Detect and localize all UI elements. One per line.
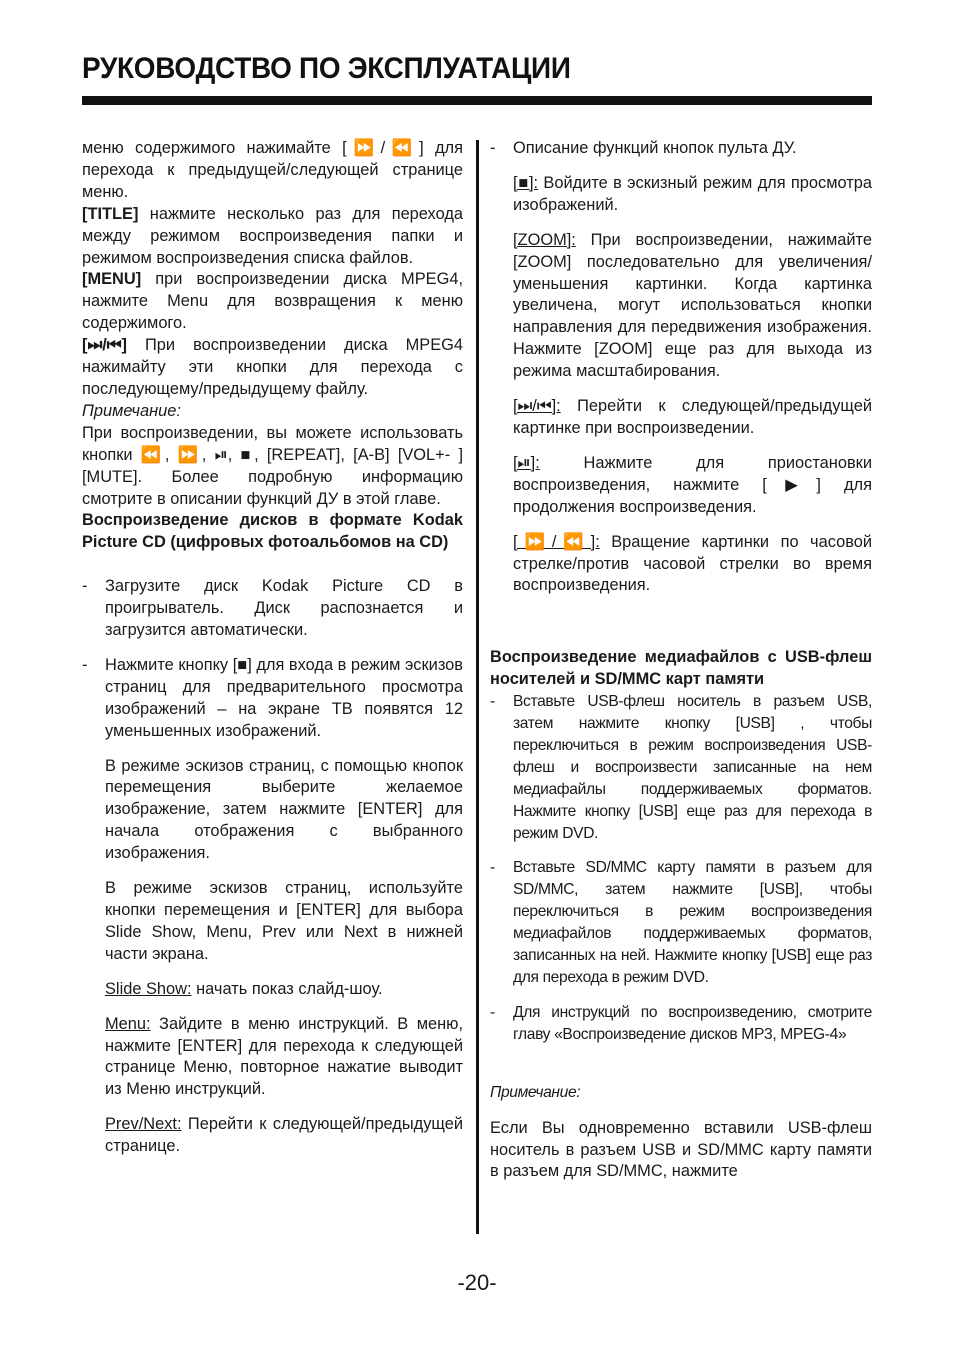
right-note-label: Примечание: [490,1083,581,1101]
right-note-text: Если Вы одновременно вставили USB-флеш носитель в разъем USB и SD/MMC карту памяти в разъем для SD/MMC, нажмите [490,1118,872,1181]
title-key: [TITLE] [82,204,139,223]
right-column [490,138,872,1183]
usb-bullet-2: Вставьте SD/MMC карту памяти в разъем для SD/MMC, затем нажмите [USB], чтобы переключиться в режим воспроизведения медиафайлов поддерживаемых форматов, записанных на ней. Нажмите кнопку [USB] еще раз для перехода в режим DVD. [513,859,872,986]
list-item [490,138,872,160]
list-item [490,691,872,844]
slideshow-label: Slide Show: [105,979,192,998]
bullet-mark: - [490,693,495,711]
prevnext-label: Prev/Next: [105,1115,182,1134]
skip-key-paragraph: [⏭/⏮] При воспроизведении диска MPEG4 нажимайту эти кнопки для перехода с последующему/предыдущему файлу. [82,336,463,398]
list-item [82,655,463,743]
menu-label: Menu: [105,1014,151,1033]
menu-paragraph: Menu: Зайдите в меню инструкций. В меню, нажмите [ENTER] для перехода к следующей странице Меню, повторное нажатие выводит из Меню инструкций. [105,1014,463,1099]
kodak-heading: Воспроизведение дисков в формате Kodak Picture CD (цифровых фотоальбомов на CD) [82,511,463,552]
prevnext-paragraph: Prev/Next: Перейти к следующей/предыдущей странице. [105,1115,463,1156]
thumbs-paragraph-1: В режиме эскизов страниц, с помощью кнопок перемещения выберите желаемое изображение, затем нажмите [ENTER] для начала отображения с выбранного изображения. [105,756,463,863]
pause-key: [⏯]: [513,453,540,472]
bullet-mark: - [490,139,496,157]
title-key-paragraph: [TITLE] нажмите несколько раз для перехода между режимом воспроизведения папки и режимом воспроизведения списка файлов. [82,204,463,267]
list-item [82,576,463,642]
column-divider [476,140,479,1234]
skip-key: [⏭/⏮]: [513,397,561,416]
skip-key: [⏭/⏮] [82,336,127,355]
slideshow-paragraph: Slide Show: начать показ слайд-шоу. [105,979,383,998]
thumbs-paragraph-2: В режиме эскизов страниц, используйте кнопки перемещения и [ENTER] для выбора Slide Show, Menu, Prev или Next в нижней части экрана. [105,879,463,963]
rotate-paragraph: [⏩/⏪]: Вращение картинки по часовой стрелке/против часовой стрелки во время воспроизведения. [513,532,872,595]
bullet-mark: - [82,655,88,674]
note-text: При воспроизведении, вы можете использовать кнопки ⏪, ⏩, ⏯, ■, [REPEAT], [A-B] [VOL+- ][MUTE]. Более подробную информацию смотрите в описании функций ДУ в этой главе. [82,423,463,508]
skip-paragraph: [⏭/⏮]: Перейти к следующей/предыдущей картинке при воспроизведении. [513,397,872,437]
menu-key: [MENU] [82,270,142,289]
stop-key: [■]: [513,173,539,192]
kodak-bullet-1: Загрузите диск Kodak Picture CD в проигрыватель. Диск распознается и загрузится автоматически. [105,577,463,640]
usb-heading: Воспроизведение медиафайлов с USB-флеш носителей и SD/MMC карт памяти [490,648,872,689]
zoom-key: [ZOOM]: [513,230,576,249]
bullet-mark: - [490,1003,495,1021]
pause-paragraph: [⏯]: Нажмите для приостановки воспроизведения, нажмите [▶] для продолжения воспроизведения. [513,453,872,516]
page-number: -20- [457,1270,497,1295]
list-item [490,857,872,988]
menu-nav-paragraph: меню содержимого нажимайте [⏩/⏪] для перехода к предыдущей/следующей странице меню. [82,139,463,201]
usb-bullet-1: Вставьте USB-флеш носитель в разъем USB, затем нажмите кнопку [USB] , чтобы переключиться в режим воспроизведения USB-флеш и воспроизвести записанные на нем медиафайлы поддерживаемых форматов. Нажмите кнопку [USB] еще раз для перехода в режим DVD. [513,693,872,842]
note-label: Примечание: [82,401,181,420]
stop-paragraph: [■]: Войдите в эскизный режим для просмотра изображений. [513,173,872,214]
remote-intro: Описание функций кнопок пульта ДУ. [513,139,797,157]
rotate-key: [⏩/⏪]: [513,532,600,551]
usb-bullet-3: Для инструкций по воспроизведению, смотрите главу «Воспроизведение дисков MP3, MPEG-4» [513,1003,872,1043]
list-item [490,1002,872,1046]
left-column [82,138,463,1158]
kodak-bullet-2: Нажмите кнопку [■] для входа в режим эскизов страниц для предварительного просмотра изображений – на экране ТВ появятся 12 уменьшенных изображений. [105,655,463,740]
bullet-mark: - [490,859,495,877]
page-title: РУКОВОДСТВО ПО ЭКСПЛУАТАЦИИ [82,52,571,85]
header-rule [82,96,872,105]
bullet-mark: - [82,577,88,596]
zoom-paragraph: [ZOOM]: При воспроизведении, нажимайте [ZOOM] последовательно для увеличения/уменьшения картинки. Когда картинка увеличена, могут использоваться кнопки направления для передвижения изображения. Нажмите [ZOOM] еще раз для выхода из режима масштабирования. [513,230,872,381]
menu-key-paragraph: [MENU] при воспроизведении диска MPEG4, нажмите Menu для возвращения к меню содержимого. [82,270,463,333]
